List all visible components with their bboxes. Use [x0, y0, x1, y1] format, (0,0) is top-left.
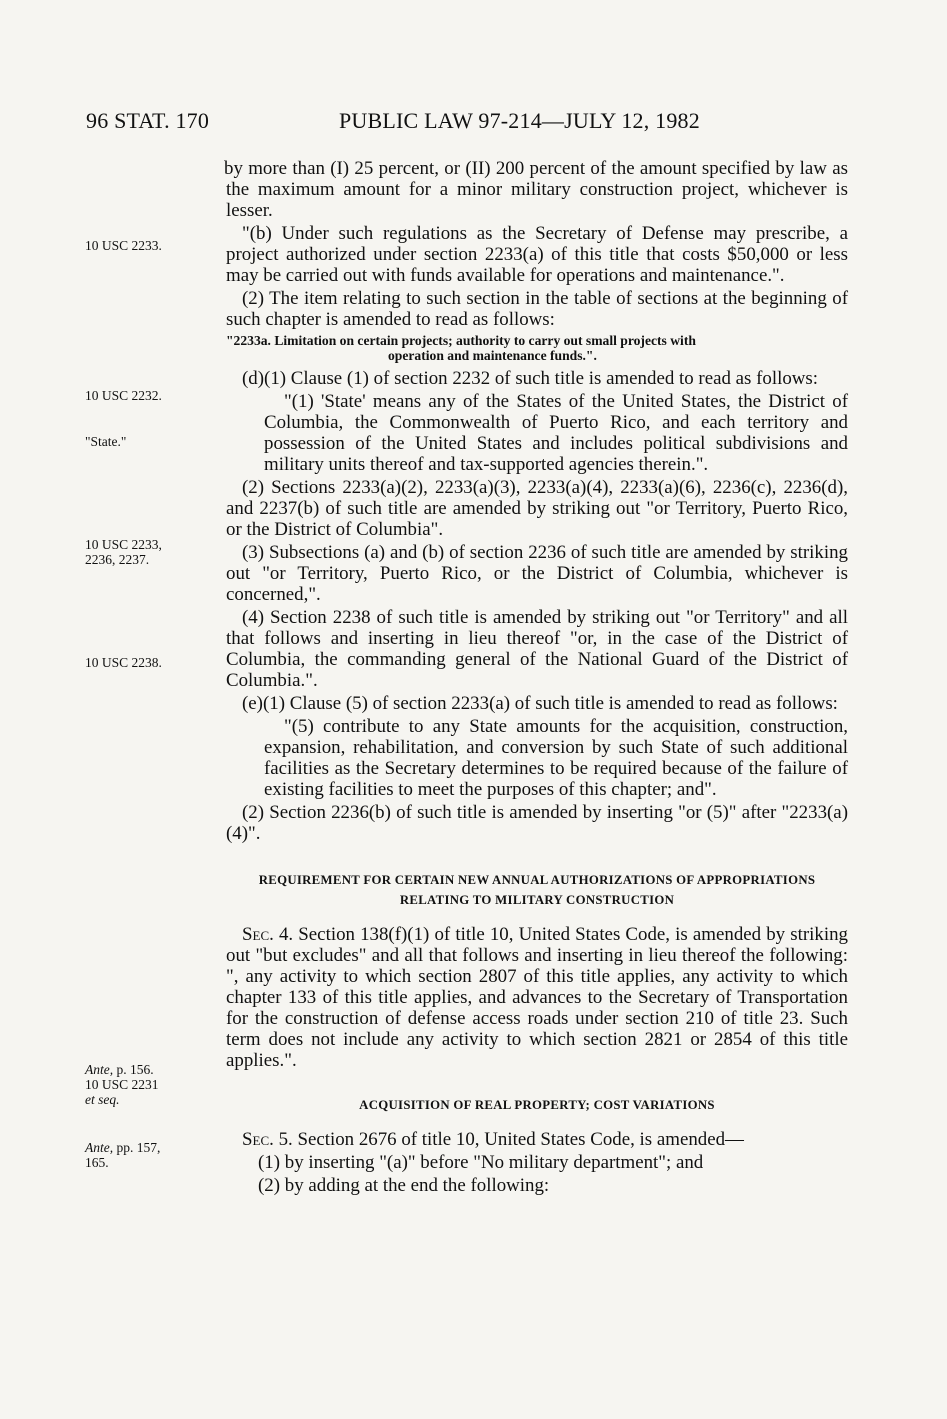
paragraph-subsection-b: "(b) Under such regulations as the Secretary of Defense may prescribe, a project authorized under section 2233(a) of this title that costs $50,000 or less may be carried out with funds available for operations and maintenance.". — [226, 223, 848, 286]
page-header — [0, 108, 947, 138]
paragraph-state-definition: "(1) 'State' means any of the States of the United States, the District of Columbia, the Commonwealth of Puerto Rico, and each territory and possession of the United States and includes political subdivisions and military units thereof and tax-supported agencies therein.". — [264, 391, 848, 475]
paragraph-continuation: by more than (I) 25 percent, or (II) 200 percent of the amount specified by law as the maximum amount for a minor military construction project, whichever is lesser. — [224, 158, 848, 221]
section-5-text: Section 2676 of title 10, United States Code, is amended— — [292, 1129, 744, 1150]
margin-note-10-usc-2238: 10 USC 2238. — [85, 655, 162, 670]
paragraph-section-4 — [226, 924, 848, 1071]
paragraph-d2: (2) Sections 2233(a)(2), 2233(a)(3), 2233(a)(4), 2233(a)(6), 2236(c), 2236(d), and 2237(b) of such title are amended by striking out "or Territory, Puerto Rico, or the District of Columbia". — [226, 477, 848, 540]
section-heading-annual-authorizations: REQUIREMENT FOR CERTAIN NEW ANNUAL AUTHORIZATIONS OF APPROPRIATIONS RELATING TO MILITARY CONSTRUCTION — [258, 873, 816, 907]
paragraph-d1: (d)(1) Clause (1) of section 2232 of such title is amended to read as follows: — [242, 368, 819, 389]
paragraph-d3: (3) Subsections (a) and (b) of section 2236 of such title are amended by striking out "or Territory, Puerto Rico, or the District of Columbia, whichever is concerned,". — [226, 542, 848, 605]
margin-note-10-usc-2233: 10 USC 2233. — [85, 238, 162, 253]
statute-page-reference: 96 STAT. 170 — [86, 108, 210, 133]
margin-note-state-definition: "State." — [85, 434, 127, 449]
paragraph-section-5 — [226, 1129, 848, 1150]
paragraph-e1: (e)(1) Clause (5) of section 2233(a) of such title is amended to read as follows: — [242, 693, 838, 714]
margin-note-ante-p-156: Ante, p. 156. 10 USC 2231 et seq. — [85, 1062, 159, 1107]
margin-note-10-usc-2232: 10 USC 2232. — [85, 388, 162, 403]
section-5-label: Sec. 5. — [242, 1129, 293, 1150]
section-4-label: Sec. 4. — [242, 924, 294, 945]
paragraph-section-5-item-1: (1) by inserting "(a)" before "No military department"; and — [258, 1152, 704, 1173]
statute-body — [226, 158, 848, 1198]
running-head-title: PUBLIC LAW 97-214—JULY 12, 1982 — [339, 108, 700, 133]
paragraph-clause-5: "(5) contribute to any State amounts for the acquisition, construction, expansion, rehabilitation, and conversion by such State of such additional facilities as the Secretary determines to be required because of the failure of existing facilities to meet the purposes of this chapter; and". — [264, 716, 848, 800]
paragraph-e2: (2) Section 2236(b) of such title is amended by inserting "or (5)" after "2233(a)(4)". — [226, 802, 848, 844]
section-heading-real-property: ACQUISITION OF REAL PROPERTY; COST VARIATIONS — [359, 1098, 715, 1112]
table-of-sections-item: "2233a. Limitation on certain projects; authority to carry out small projects with operation and maintenance funds.". — [226, 333, 696, 363]
paragraph-d4: (4) Section 2238 of such title is amended by striking out "or Territory" and all that follows and inserting in lieu thereof "or, in the case of the District of Columbia, the commanding general of the National Guard of the District of Columbia.". — [226, 607, 848, 691]
margin-note-ante-pp-157-165: Ante, pp. 157, 165. — [85, 1140, 161, 1170]
margin-note-10-usc-2233-2236-2237: 10 USC 2233, 2236, 2237. — [85, 537, 162, 567]
paragraph-table-amendment: (2) The item relating to such section in the table of sections at the beginning of such chapter is amended to read as follows: — [226, 288, 848, 330]
paragraph-section-5-item-2: (2) by adding at the end the following: — [258, 1175, 550, 1196]
section-4-text: Section 138(f)(1) of title 10, United States Code, is amended by striking out "but excludes" and all that follows and inserting in lieu thereof the following: ", any activity to which section 2807 of this title applies, any activity to which chapter 133 of this title applies, and advances to the Secretary of Transportation for the construction of defense access roads under section 210 of title 23. Such term does not include any activity to which section 2821 or 2854 of this title applies.". — [226, 924, 848, 1071]
